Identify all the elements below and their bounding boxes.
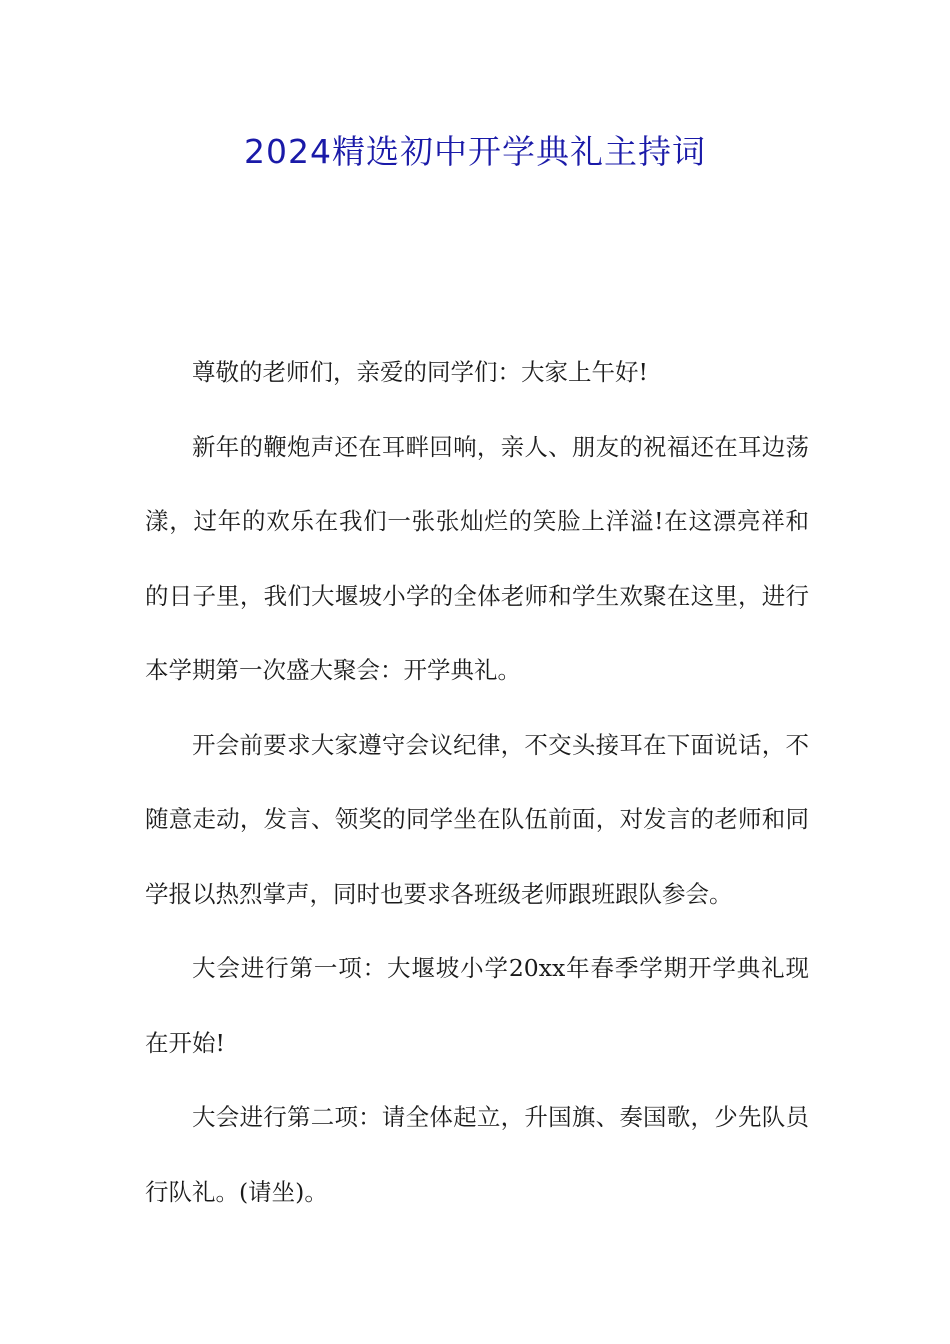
paragraph-opening: 新年的鞭炮声还在耳畔回响，亲人、朋友的祝福还在耳边荡漾，过年的欢乐在我们一张张灿烂的笑脸上洋溢!在这漂亮祥和的日子里，我们大堰坡小学的全体老师和学生欢聚在这里，进行本学期第一次盛大聚会：开学典礼。 xyxy=(145,432,809,684)
paragraph-item-one: 大会进行第一项：大堰坡小学20xx年春季学期开学典礼现在开始! xyxy=(145,954,809,1057)
document-title: 2024精选初中开学典礼主持词 xyxy=(244,132,706,171)
document-body xyxy=(145,335,809,1229)
paragraph-rules: 开会前要求大家遵守会议纪律，不交头接耳在下面说话，不随意走动，发言、领奖的同学坐在队伍前面，对发言的老师和同学报以热烈掌声，同时也要求各班级老师跟班跟队参会。 xyxy=(145,730,809,908)
paragraph-greeting: 尊敬的老师们，亲爱的同学们：大家上午好! xyxy=(192,358,648,386)
paragraph-item-two: 大会进行第二项：请全体起立，升国旗、奏国歌，少先队员行队礼。(请坐)。 xyxy=(145,1103,809,1206)
